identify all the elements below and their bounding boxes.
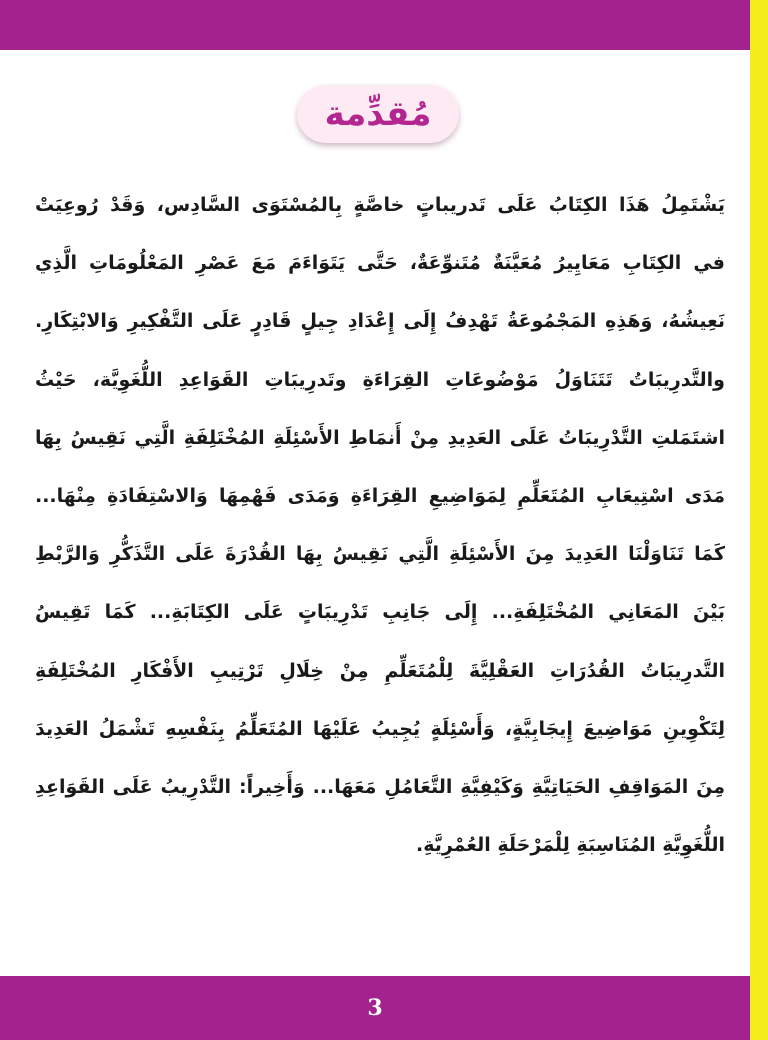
page-title: مُقدِّمة bbox=[324, 94, 432, 134]
text-line: التَّدرِيبَاتُ القُدُرَاتِ العَقْلِيَّةَ لِلْمُتَعَلِّمِ مِنْ خِلَالِ تَرْتِيبِ الأَفْكَارِ المُخْتَلِفَةِ bbox=[35, 659, 725, 682]
body-paragraph bbox=[35, 176, 725, 874]
text-line: كَمَا تَنَاوَلْنَا العَدِيدَ مِنَ الأَسْئِلَةِ الَّتِي نَقِيسُ بِهَا القُدْرَةَ عَلَى التَّذَكُّرِ وَالرَّبْطِ bbox=[35, 543, 725, 566]
page-number: 3 bbox=[367, 995, 383, 1021]
text-line: في الكِتَابِ مَعَايِيرُ مُعَيَّنَةٌ مُتَنوِّعَةٌ، حَتَّى يَتَوَاءَمَ مَعَ عَصْرِ المَعْلُومَاتِ الَّذِي bbox=[35, 252, 725, 275]
text-line: اشتَمَلتِ التَّدْرِيبَاتُ عَلَى العَدِيدِ مِنْ أَنمَاطِ الأَسْئِلَةِ المُخْتَلِفَةِ الَّتِي نَقِيسُ بِهَا bbox=[35, 426, 725, 449]
text-line: مَدَى اسْتِيعَابِ المُتَعَلِّمِ لِمَوَاضِيعِ القِرَاءَةِ وَمَدَى فَهْمِهَا وَالاسْتِفَادَةِ مِنْهَا... bbox=[35, 484, 725, 507]
text-line: لِتَكْوِينِ مَوَاضِيعَ إِيجَابِيَّةٍ، وَأَسْئِلَةٍ يُجِيبُ عَلَيْهَا المُتَعَلِّمُ بِنَفْسِهِ تَشْمَلُ العَدِيدَ bbox=[35, 717, 725, 740]
text-line: بَيْنَ المَعَانِي المُخْتَلِفَةِ... إِلَى جَانِبِ تَدْرِيبَاتٍ عَلَى الكِتَابَةِ... كَمَا تَقِيسُ bbox=[35, 601, 725, 624]
text-line: نَعِيشُهُ، وَهَذِهِ المَجْمُوعَةُ تَهْدِفُ إِلَى إِعْدَادِ جِيلٍ قَادِرٍ عَلَى التَّفْكِيرِ وَالابْتِكَارِ. bbox=[35, 310, 725, 333]
text-line-last: اللُّغَوِيَّةِ المُنَاسِبَةِ لِلْمَرْحَلَةِ العُمْرِيَّةِ. bbox=[415, 834, 725, 857]
text-line: يَشْتَمِلُ هَذَا الكِتَابُ عَلَى تَدريباتٍ خاصَّةٍ بِالمُسْتَوَى السَّادِس، وَقَدْ رُوعِيَتْ bbox=[35, 194, 725, 216]
side-accent-stripe bbox=[750, 0, 768, 1040]
text-line: مِنَ المَوَاقِفِ الحَيَاتِيَّةِ وَكَيْفِيَّةِ التَّعَامُلِ مَعَهَا... وَأَخِيراً: التَّدْرِيبُ عَلَى القَوَاعِدِ bbox=[35, 775, 725, 798]
top-header-bar bbox=[0, 0, 750, 50]
text-line: والتَّدرِيبَاتُ تَتَنَاوَلُ مَوْضُوعَاتِ القِرَاءَةِ وتَدرِيبَاتِ القَوَاعِدِ اللُّغَوِيَّة، حَيْثُ bbox=[35, 368, 725, 391]
title-badge bbox=[297, 85, 459, 143]
